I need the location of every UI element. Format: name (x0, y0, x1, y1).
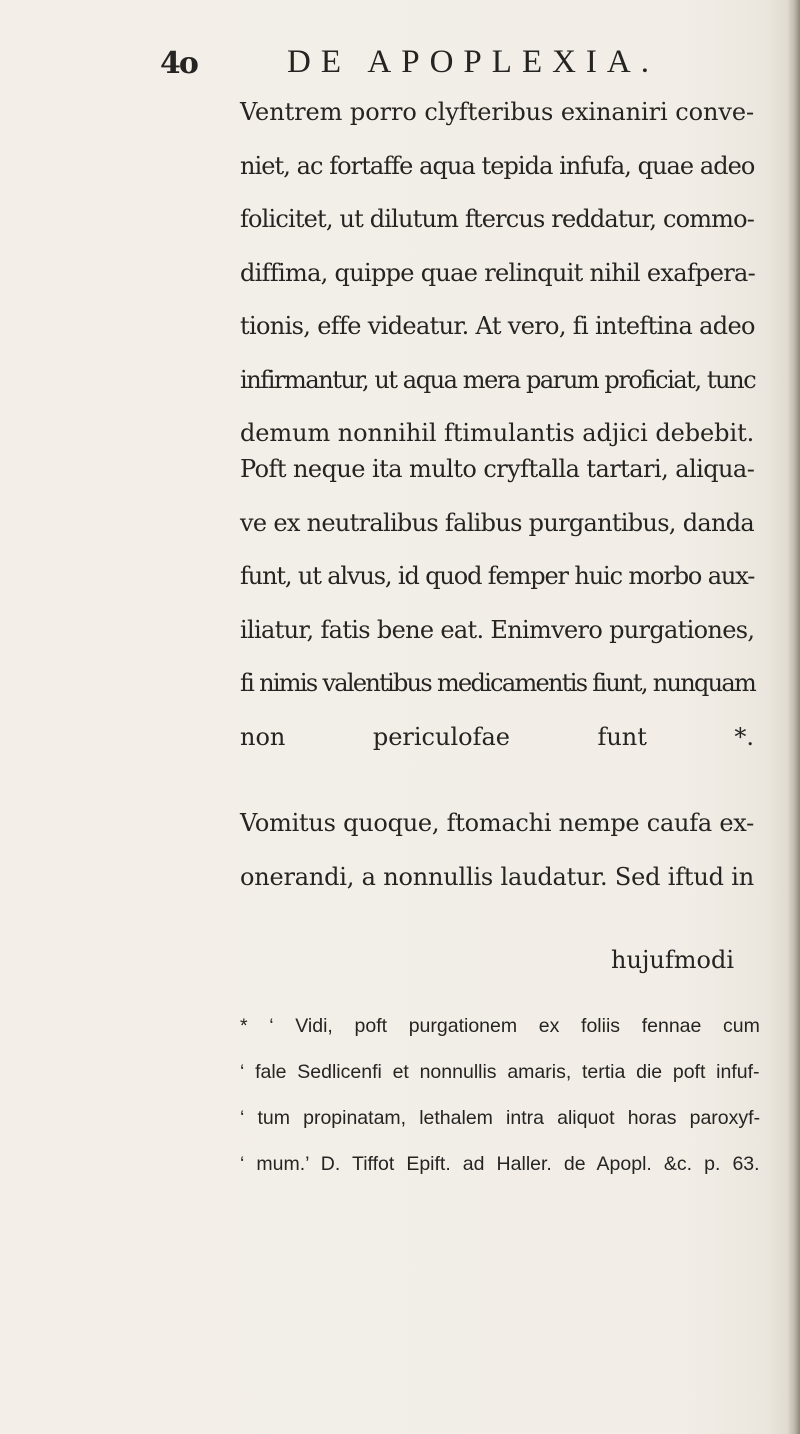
paragraph-2 (240, 443, 754, 764)
text-line: non periculofae funt *. (240, 722, 754, 751)
text-line: ve ex neutralibus falibus purgantibus, danda (240, 508, 754, 537)
text-line: Vomitus quoque, ftomachi nempe caufa ex- (240, 809, 754, 837)
footnote-line: ‘ tum propinatam, lethalem intra aliquot horas paroxyf- (240, 1107, 761, 1129)
text-line: Ventrem porro clyfteribus exinaniri conve- (240, 98, 754, 126)
paragraph-1 (240, 86, 754, 461)
footnote-line: ‘ mum.’ D. Tiffot Epift. ad Haller. de Apopl. &c. p. 63. (240, 1153, 760, 1175)
text-line: demum nonnihil ftimulantis adjici debebit. (240, 419, 755, 447)
text-line: diffima, quippe quae relinquit nihil exafpera- (240, 258, 756, 287)
footnote (240, 1003, 760, 1187)
paragraph-3 (240, 797, 754, 904)
catchword: hujufmodi (611, 946, 734, 974)
page-number: 4o (160, 46, 197, 81)
page-edge (786, 0, 800, 1434)
text-line: tionis, effe videatur. At vero, fi inteftina adeo (240, 312, 755, 340)
text-line: funt, ut alvus, id quod femper huic morbo aux- (240, 562, 755, 590)
text-line: infirmantur, ut aqua mera parum proficiat, tunc (240, 365, 756, 394)
running-title: DE APOPLEXIA. (287, 44, 660, 80)
text-line: onerandi, a nonnullis laudatur. Sed iftud in (240, 862, 754, 891)
footnote-line: * ‘ Vidi, poft purgationem ex foliis fennae cum (240, 1015, 760, 1037)
text-line: niet, ac fortaffe aqua tepida infufa, quae adeo (240, 151, 755, 180)
text-line: fi nimis valentibus medicamentis fiunt, nunquam (240, 669, 756, 697)
text-line: Poft neque ita multo cryftalla tartari, aliqua- (240, 455, 755, 483)
text-line: folicitet, ut dilutum ftercus reddatur, commo- (240, 205, 754, 233)
footnote-line: ‘ fale Sedlicenfi et nonnullis amaris, tertia die poft infuf- (240, 1061, 760, 1083)
text-line: iliatur, fatis bene eat. Enimvero purgationes, (240, 615, 755, 644)
